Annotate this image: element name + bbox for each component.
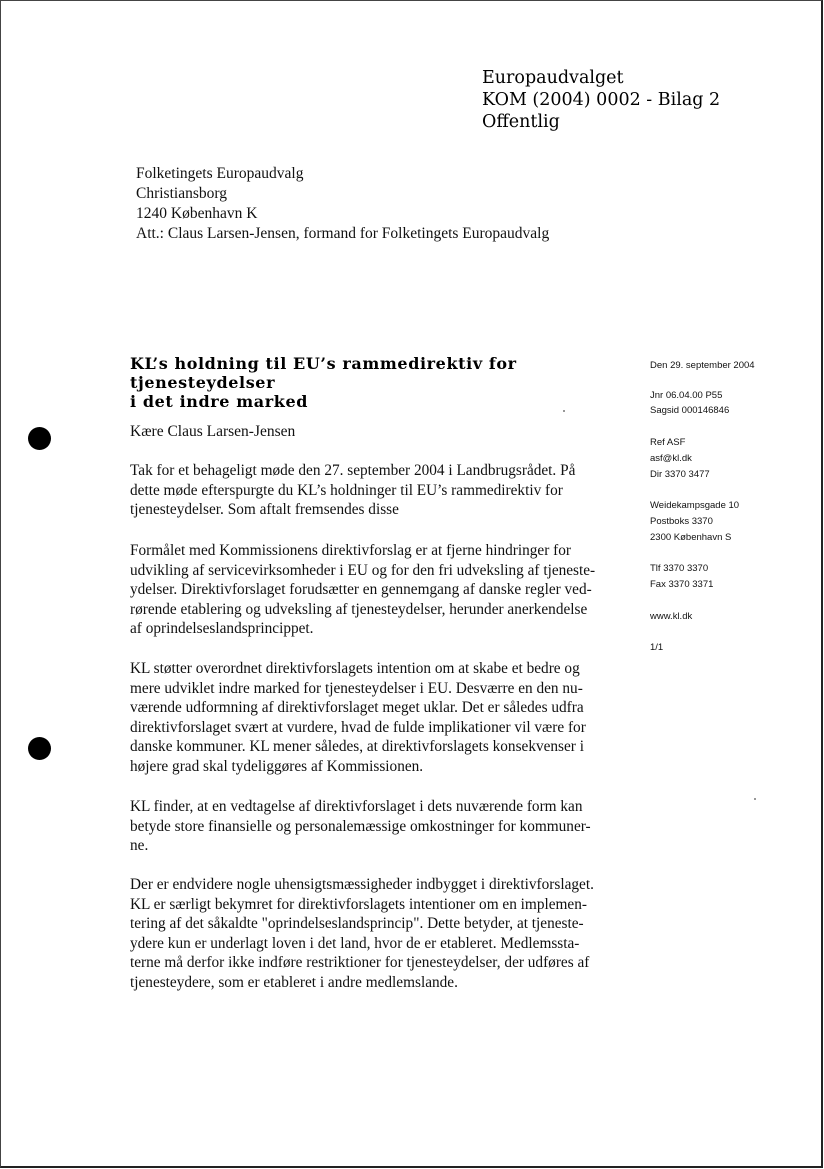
salutation: Kære Claus Larsen-Jensen [130,423,296,440]
paragraph-line: ne. [130,837,149,855]
main-phone: Tlf 3370 3370 [650,563,709,575]
journal-number: Jnr 06.04.00 P55 [650,389,723,401]
paragraph-line: tjenesteydere, som er etableret i andre medlemslande. [130,973,458,991]
paragraph-line: mere udviklet indre marked for tjenesteydelser i EU. Desværre en den nu- [130,679,583,697]
paragraph [130,875,610,993]
recipient-line: Christiansborg [136,185,227,202]
paragraph-line: rørende etablering og udveksling af tjenesteydelser, herunder anerkendelse [130,600,588,618]
paragraph-line: direktivforslaget svært at vurdere, hvad de fulde implikationer vil være for [130,718,586,736]
subject-line: KL’s holdning til EU’s rammedirektiv for tjenesteydelser [130,354,517,392]
paragraph-line: KL finder, at en vedtagelse af direktivforslaget i dets nuværende form kan [130,798,583,815]
scan-speck [754,798,756,800]
recipient-line: 1240 København K [136,205,258,222]
paragraph [130,659,610,777]
paragraph-line: KL er særligt bekymret for direktivforslagets intentioner om en implemen- [130,895,587,913]
sender-postbox: Postboks 3370 [650,515,713,527]
paragraph-line: udvikling af servicevirksomheder i EU og for den fri udveksling af tjeneste- [130,561,596,579]
paragraph-line: KL støtter overordnet direktivforslagets intention om at skabe et bedre og [130,660,580,677]
paragraph-line: Formålet med Kommissionens direktivforslag er at fjerne hindringer for [130,542,571,559]
paragraph [130,541,610,639]
punch-hole [28,427,51,450]
paragraph [130,797,610,856]
sender-city: 2300 København S [650,531,732,543]
direct-phone: Dir 3370 3477 [650,468,710,480]
paragraph [130,461,610,520]
paragraph-line: højere grad skal tydeliggøres af Kommissionen. [130,757,424,775]
stamp-reference: KOM (2004) 0002 - Bilag 2 [482,90,721,110]
paragraph-line: tjenesteydelser. Som aftalt fremsendes disse [130,501,399,519]
case-id: Sagsid 000146846 [650,405,730,417]
paragraph-line: af oprindelseslandsprincippet. [130,620,314,638]
website: www.kl.dk [650,610,693,622]
letter-date: Den 29. september 2004 [650,360,755,371]
sender-info-sidebar [650,358,755,672]
punch-hole [28,737,51,760]
letter-subject [130,354,620,411]
stamp-status: Offentlig [482,112,560,132]
stamp-committee: Europaudvalget [482,68,624,88]
paragraph-line: Der er endvidere nogle uhensigtsmæssigheder indbygget i direktivforslaget. [130,876,594,893]
paragraph-line: værende udformning af direktivforslaget meget uklar. Det er således udfra [130,699,584,717]
paragraph-line: terne må derfor ikke indføre restriktioner for tjenesteydelser, der udføres af [130,954,590,972]
paragraph-line: tering af det såkaldte "oprindelseslandsprincip". Dette betyder, at tjeneste- [130,915,584,933]
recipient-line: Att.: Claus Larsen-Jensen, formand for Folketingets Europaudvalg [136,225,550,242]
paragraph-line: ydelser. Direktivforslaget forudsætter en gennemgang af danske regler ved- [130,581,592,599]
subject-line: i det indre marked [130,392,309,411]
page-number: 1/1 [650,642,664,654]
paragraph-line: danske kommuner. KL mener således, at direktivforslagets konsekvenser i [130,738,584,756]
recipient-address [136,164,549,244]
fax-number: Fax 3370 3371 [650,579,714,591]
sender-email: asf@kl.dk [650,452,692,464]
paragraph-line: dette møde efterspurgte du KL’s holdninger til EU’s rammedirektiv for [130,481,563,499]
paragraph-line: Tak for et behageligt møde den 27. september 2004 i Landbrugsrådet. På [130,462,576,479]
sender-street: Weidekampsgade 10 [650,500,740,512]
reference: Ref ASF [650,437,686,449]
recipient-line: Folketingets Europaudvalg [136,165,304,182]
paragraph-line: betyde store finansielle og personalemæssige omkostninger for kommuner- [130,817,591,835]
paragraph-line: ydere kun er underlagt loven i det land, hvor de er etableret. Medlemssta- [130,934,580,952]
committee-stamp [482,67,720,133]
